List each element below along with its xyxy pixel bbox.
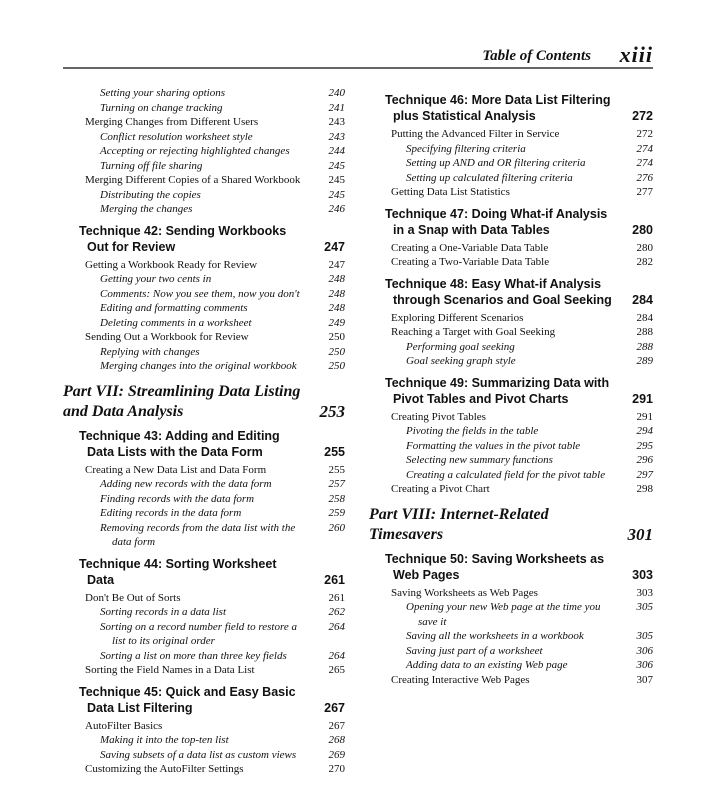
toc-entry-page: 270 <box>328 763 345 775</box>
toc-entry-title: Technique 49: Summarizing Data with Pivot Tables and Pivot Charts <box>385 375 610 406</box>
toc-entry-title: Adding data to an existing Web page <box>406 659 568 671</box>
toc-subsection-entry <box>63 301 345 316</box>
toc-subsection-entry <box>63 748 345 763</box>
toc-entry-title: Creating a Pivot Chart <box>391 483 490 495</box>
toc-entry-page: 280 <box>636 241 653 254</box>
toc-entry-page: 250 <box>328 331 345 343</box>
toc-section-entry <box>369 185 653 200</box>
toc-entry-title: Editing and formatting comments <box>100 302 248 314</box>
toc-entry-title: Setting up calculated filtering criteria <box>406 171 573 184</box>
toc-entry-page: 245 <box>328 159 345 172</box>
toc-entry-page: 288 <box>636 326 653 338</box>
toc-section-entry <box>63 719 345 734</box>
toc-entry-title: Technique 47: Doing What-if Analysis in a Snap with Data Tables <box>385 206 608 237</box>
toc-subsection-entry <box>369 453 653 468</box>
toc-entry-page: 294 <box>636 425 653 437</box>
toc-entry-page: 274 <box>636 157 653 169</box>
toc-entry-page: 248 <box>328 287 345 300</box>
toc-section-entry <box>369 311 653 326</box>
toc-entry-page: 291 <box>636 410 653 423</box>
toc-entry-page: 289 <box>636 355 653 367</box>
toc-entry-page: 250 <box>328 345 345 358</box>
toc-entry-page: 297 <box>636 468 653 481</box>
toc-entry-title: Getting Data List Statistics <box>391 186 510 198</box>
toc-entry-page: 241 <box>328 101 345 114</box>
toc-subsection-entry <box>63 144 345 159</box>
toc-entry-title: Making it into the top-ten list <box>100 734 229 746</box>
toc-entry-title: Pivoting the fields in the table <box>406 425 539 437</box>
toc-entry-page: 282 <box>636 256 653 268</box>
toc-section-entry <box>63 258 345 273</box>
toc-entry-page: 284 <box>632 292 653 307</box>
toc-left-column <box>63 86 345 777</box>
running-header <box>63 44 653 68</box>
toc-entry-page: 257 <box>328 478 345 490</box>
toc-entry-title: Creating a One-Variable Data Table <box>391 241 549 254</box>
toc-part-heading <box>63 382 345 422</box>
toc-entry-title: Creating Interactive Web Pages <box>391 673 530 686</box>
toc-entry-title: Opening your new Web page at the time you save it <box>406 601 601 628</box>
toc-technique-heading <box>369 206 653 238</box>
toc-subsection-entry <box>63 605 345 620</box>
toc-entry-title: Accepting or rejecting highlighted changes <box>100 145 290 157</box>
toc-section-entry <box>63 762 345 777</box>
toc-entry-page: 267 <box>324 700 345 715</box>
toc-entry-title: Performing goal seeking <box>406 340 515 353</box>
toc-subsection-entry <box>369 424 653 439</box>
toc-entry-page: 284 <box>636 311 653 324</box>
toc-entry-title: Sorting the Field Names in a Data List <box>85 664 255 676</box>
toc-entry-title: Adding new records with the data form <box>100 478 272 490</box>
toc-subsection-entry <box>63 159 345 174</box>
toc-entry-page: 245 <box>328 188 345 201</box>
toc-entry-title: Creating a Two-Variable Data Table <box>391 256 550 268</box>
toc-entry-page: 261 <box>328 591 345 604</box>
toc-entry-page: 240 <box>328 87 345 99</box>
toc-entry-page: 243 <box>328 116 345 128</box>
toc-entry-page: 288 <box>636 340 653 353</box>
toc-entry-title: Merging Changes from Different Users <box>85 116 259 128</box>
toc-entry-title: Merging Different Copies of a Shared Workbook <box>85 174 301 186</box>
toc-section-entry <box>63 663 345 678</box>
toc-technique-heading <box>369 375 653 407</box>
toc-subsection-entry <box>369 354 653 369</box>
toc-entry-page: 268 <box>328 734 345 746</box>
toc-entry-page: 261 <box>324 572 345 587</box>
toc-entry-page: 272 <box>636 128 653 140</box>
toc-section-entry <box>63 591 345 606</box>
toc-subsection-entry <box>63 733 345 748</box>
toc-entry-title: Sorting on a record number field to restore a list to its original order <box>100 620 297 647</box>
toc-entry-page: 265 <box>328 664 345 676</box>
toc-entry-title: Editing records in the data form <box>100 507 242 519</box>
toc-subsection-entry <box>369 468 653 483</box>
toc-subsection-entry <box>63 101 345 116</box>
toc-subsection-entry <box>63 492 345 507</box>
toc-entry-page: 298 <box>636 483 653 495</box>
toc-section-entry <box>369 586 653 601</box>
toc-subsection-entry <box>63 188 345 203</box>
toc-entry-page: 303 <box>632 567 653 582</box>
toc-entry-title: Replying with changes <box>100 345 200 358</box>
toc-technique-heading <box>63 684 345 716</box>
toc-entry-title: Getting a Workbook Ready for Review <box>85 258 258 271</box>
toc-entry-page: 259 <box>328 507 345 519</box>
toc-entry-title: Turning on change tracking <box>100 101 223 114</box>
toc-entry-page: 255 <box>328 463 345 476</box>
toc-entry-page: 305 <box>636 630 653 642</box>
toc-entry-page: 272 <box>632 109 653 123</box>
toc-entry-title: Comments: Now you see them, now you don't <box>100 287 300 300</box>
toc-entry-title: Saving just part of a worksheet <box>406 644 543 657</box>
toc-technique-heading <box>369 276 653 308</box>
toc-entry-page: 306 <box>636 644 653 657</box>
toc-entry-page: 262 <box>328 606 345 618</box>
toc-entry-title: Technique 50: Saving Worksheets as Web Pages <box>385 551 605 582</box>
toc-subsection-entry <box>63 521 345 550</box>
toc-subsection-entry <box>63 86 345 101</box>
toc-entry-page: 247 <box>328 258 345 271</box>
toc-subsection-entry <box>369 439 653 454</box>
toc-entry-title: Technique 45: Quick and Easy Basic Data List Filtering <box>79 684 296 715</box>
toc-entry-page: 250 <box>328 360 345 372</box>
toc-section-entry <box>369 482 653 497</box>
toc-entry-title: Sorting a list on more than three key fields <box>100 649 287 662</box>
toc-entry-title: Technique 46: More Data List Filtering plus Statistical Analysis <box>385 93 611 123</box>
header-rule <box>63 67 653 69</box>
toc-entry-title: Putting the Advanced Filter in Service <box>391 128 560 140</box>
toc-entry-page: 246 <box>328 203 345 215</box>
toc-entry-title: Saving Worksheets as Web Pages <box>391 586 538 599</box>
toc-entry-title: Technique 44: Sorting Worksheet Data <box>79 556 277 587</box>
toc-subsection-entry <box>369 644 653 659</box>
toc-entry-page: 258 <box>328 492 345 505</box>
toc-subsection-entry <box>369 658 653 673</box>
toc-entry-title: Don't Be Out of Sorts <box>85 591 181 604</box>
toc-section-entry <box>369 325 653 340</box>
toc-entry-title: Part VII: Streamlining Data Listing and Data Analysis <box>63 382 301 420</box>
toc-subsection-entry <box>63 130 345 145</box>
toc-entry-page: 307 <box>636 673 653 686</box>
toc-entry-title: Setting up AND and OR filtering criteria <box>406 157 586 169</box>
toc-entry-title: Creating a New Data List and Data Form <box>85 463 267 476</box>
toc-entry-page: 267 <box>328 719 345 732</box>
toc-entry-page: 245 <box>328 174 345 186</box>
toc-entry-page: 276 <box>636 171 653 184</box>
toc-entry-page: 247 <box>324 239 345 254</box>
toc-section-entry <box>369 673 653 688</box>
toc-entry-title: Selecting new summary functions <box>406 454 553 466</box>
toc-subsection-entry <box>63 649 345 664</box>
toc-subsection-entry <box>369 340 653 355</box>
toc-entry-title: Sorting records in a data list <box>100 606 226 618</box>
toc-subsection-entry <box>369 629 653 644</box>
toc-entry-title: Reaching a Target with Goal Seeking <box>391 326 556 338</box>
toc-entry-page: 264 <box>328 620 345 633</box>
toc-entry-title: Setting your sharing options <box>100 87 225 99</box>
toc-entry-title: Getting your two cents in <box>100 273 212 285</box>
toc-subsection-entry <box>63 316 345 331</box>
toc-subsection-entry <box>63 202 345 217</box>
toc-entry-title: Technique 48: Easy What-if Analysis through Scenarios and Goal Seeking <box>385 276 612 307</box>
header-page-number: xiii <box>619 42 653 67</box>
toc-subsection-entry <box>63 506 345 521</box>
toc-entry-title: Goal seeking graph style <box>406 355 516 367</box>
toc-section-entry <box>369 410 653 425</box>
toc-subsection-entry <box>63 620 345 649</box>
toc-technique-heading <box>63 556 345 588</box>
toc-entry-title: Turning off file sharing <box>100 159 203 172</box>
toc-entry-page: 249 <box>328 316 345 329</box>
toc-entry-page: 280 <box>632 222 653 237</box>
toc-entry-title: Sending Out a Workbook for Review <box>85 331 249 343</box>
toc-section-entry <box>63 115 345 130</box>
toc-entry-page: 274 <box>636 142 653 155</box>
toc-entry-page: 306 <box>636 659 653 671</box>
toc-subsection-entry <box>369 171 653 186</box>
toc-technique-heading <box>63 428 345 460</box>
toc-entry-page: 277 <box>636 186 653 198</box>
toc-subsection-entry <box>63 272 345 287</box>
toc-entry-title: Specifying filtering criteria <box>406 142 526 155</box>
toc-entry-title: Distributing the copies <box>100 188 201 201</box>
toc-right-column <box>369 86 653 687</box>
toc-entry-page: 264 <box>328 649 345 662</box>
toc-entry-page: 253 <box>319 401 345 421</box>
toc-entry-title: Exploring Different Scenarios <box>391 311 524 324</box>
toc-entry-title: Technique 42: Sending Workbooks Out for Review <box>79 223 287 254</box>
toc-entry-title: AutoFilter Basics <box>85 719 163 732</box>
toc-subsection-entry <box>63 359 345 374</box>
toc-entry-title: Deleting comments in a worksheet <box>100 316 252 329</box>
toc-entry-page: 301 <box>627 524 653 544</box>
toc-entry-page: 305 <box>636 601 653 613</box>
toc-entry-page: 303 <box>636 586 653 599</box>
toc-entry-page: 269 <box>328 748 345 761</box>
header-title: Table of Contents <box>482 48 591 64</box>
toc-entry-page: 296 <box>636 454 653 466</box>
toc-section-entry <box>369 127 653 142</box>
toc-subsection-entry <box>369 156 653 171</box>
toc-subsection-entry <box>63 287 345 302</box>
toc-entry-title: Creating Pivot Tables <box>391 410 486 423</box>
toc-subsection-entry <box>63 477 345 492</box>
toc-subsection-entry <box>369 142 653 157</box>
toc-subsection-entry <box>369 600 653 629</box>
toc-technique-heading <box>63 223 345 255</box>
toc-entry-title: Part VIII: Internet-Related Timesavers <box>369 505 549 543</box>
toc-entry-page: 244 <box>328 145 345 157</box>
toc-subsection-entry <box>63 345 345 360</box>
toc-entry-title: Saving subsets of a data list as custom views <box>100 748 297 761</box>
toc-entry-title: Customizing the AutoFilter Settings <box>85 763 244 775</box>
toc-entry-title: Saving all the worksheets in a workbook <box>406 630 584 642</box>
toc-part-heading <box>369 505 653 545</box>
toc-section-entry <box>63 173 345 188</box>
toc-entry-title: Technique 43: Adding and Editing Data Lists with the Data Form <box>79 428 280 459</box>
toc-entry-page: 295 <box>636 439 653 452</box>
toc-entry-page: 248 <box>328 302 345 314</box>
toc-entry-title: Removing records from the data list with the data form <box>100 521 296 548</box>
toc-entry-title: Finding records with the data form <box>100 492 255 505</box>
toc-entry-page: 291 <box>632 391 653 406</box>
toc-section-entry <box>369 255 653 270</box>
toc-technique-heading <box>369 551 653 583</box>
toc-section-entry <box>63 463 345 478</box>
toc-entry-title: Formatting the values in the pivot table <box>406 439 581 452</box>
toc-section-entry <box>369 241 653 256</box>
toc-entry-title: Merging changes into the original workbook <box>100 360 297 372</box>
toc-entry-page: 260 <box>328 521 345 534</box>
toc-entry-page: 255 <box>324 444 345 459</box>
toc-entry-page: 243 <box>328 130 345 143</box>
toc-entry-title: Conflict resolution worksheet style <box>100 130 253 143</box>
toc-entry-title: Merging the changes <box>100 203 193 215</box>
toc-entry-title: Creating a calculated field for the pivot table <box>406 468 606 481</box>
toc-technique-heading <box>369 92 653 124</box>
toc-entry-page: 248 <box>328 273 345 285</box>
toc-section-entry <box>63 330 345 345</box>
